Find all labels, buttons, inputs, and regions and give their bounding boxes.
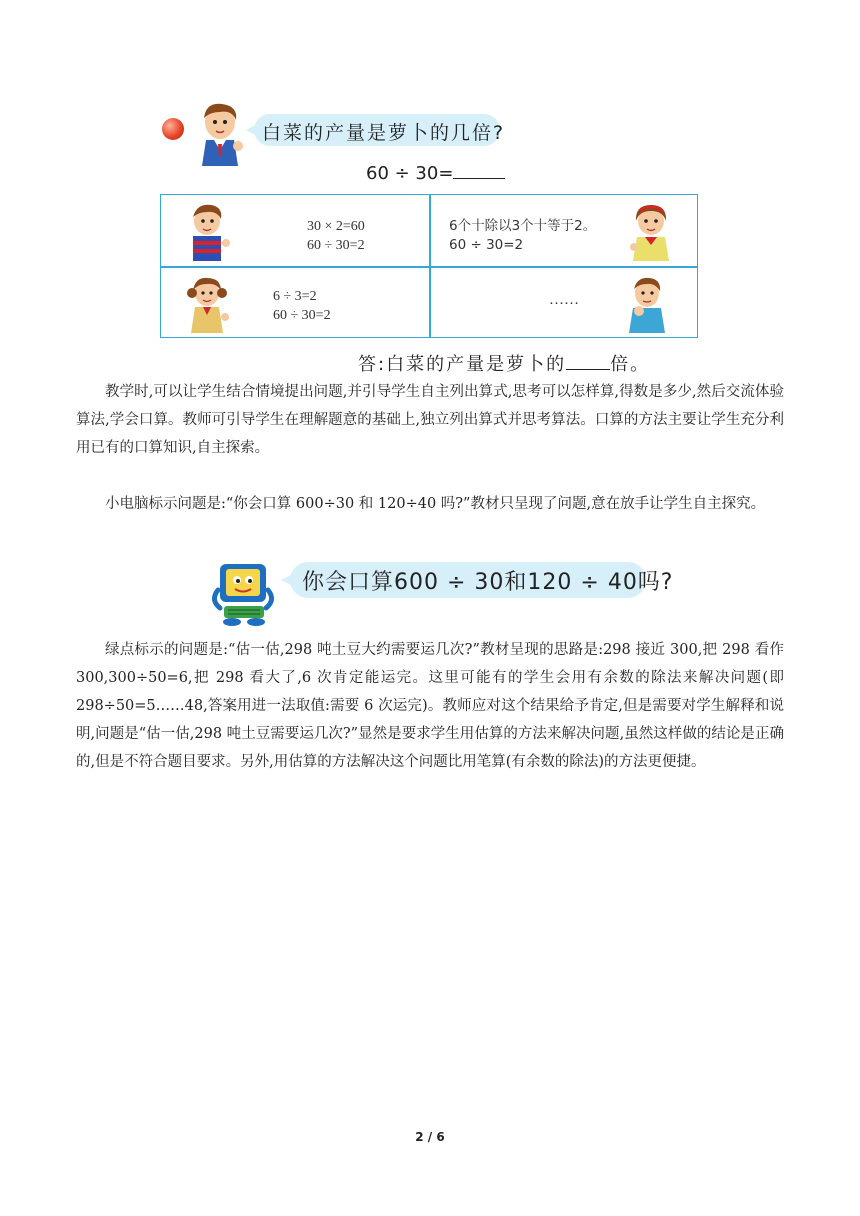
cell-bottom-right-ellipsis: ……: [549, 292, 579, 308]
answer-blank: [566, 353, 610, 370]
figure-cabbage-radish: [150, 96, 710, 375]
computer-question-bubble: [290, 562, 674, 598]
formula-blank: [453, 162, 505, 179]
computer-mascot-icon: [210, 560, 282, 626]
girl-pigtails-icon: [187, 275, 231, 333]
paragraph-green-dot-question: 绿点标示的问题是:“估一估,298 吨土豆大约需要运几次?”教材呈现的思路是:298 接近 300,把 298 看作 300,300÷50=6,把 298 看大了,6 次肯定能运完。这里可能有的学生会用有余数的除法来解决问题(即 298÷50=5……48,答案用进一法取值:需要 6 次运完)。教师应对这个结果给予肯定,但是需要对学生解释和说明,问题是“估一估,298 吨土豆需要运几次?”显然是要求学生用估算的方法来解决问题,虽然这样做的结论是正确的,但是不符合题目要求。另外,用估算的方法解决这个问题比用笔算(有余数的除法)的方法更便捷。: [76, 642, 784, 770]
cell-top-right-text: [449, 217, 596, 255]
method-grid: [160, 194, 698, 338]
equation-line: 60 ÷ 30=2: [307, 238, 365, 253]
cell-bottom-left-text: [273, 287, 331, 325]
paragraph-computer-question: 小电脑标示问题是:“你会口算 600÷30 和 120÷40 吗?”教材只呈现了问题,意在放手让学生自主探究。: [105, 496, 766, 512]
equation-line: 6个十除以3个十等于2。: [449, 218, 597, 234]
equation-line: 60 ÷ 30=2: [449, 237, 524, 253]
formula-text: 60 ÷ 30=: [366, 163, 454, 184]
question-text: 白菜的产量是萝卜的几倍?: [262, 122, 506, 144]
equation-line: 6 ÷ 3=2: [273, 289, 317, 304]
red-dot-marker-icon: [162, 118, 184, 140]
formula: [366, 162, 505, 184]
boy-thinking-icon: [194, 100, 246, 166]
boy-thinking-chin-icon: [625, 275, 669, 333]
answer-prefix: 答:白菜的产量是萝卜的: [358, 354, 567, 375]
answer-line: [358, 350, 650, 376]
figure-computer-question: [210, 560, 674, 628]
equation-line: 30 × 2=60: [307, 219, 365, 234]
computer-question-text: 你会口算600 ÷ 30和120 ÷ 40吗?: [302, 570, 674, 595]
girl-headband-icon: [629, 203, 673, 261]
paragraph-teaching: 教学时,可以让学生结合情境提出问题,并引导学生自主列出算式,思考可以怎样算,得数是多少,然后交流体验算法,学会口算。教师可引导学生在理解题意的基础上,独立列出算式并思考算法。口算的方法主要让学生充分利用已有的口算知识,自主探索。: [76, 384, 784, 456]
cell-top-left-text: [307, 217, 365, 255]
boy-striped-shirt-icon: [187, 203, 231, 261]
page-number: 2 / 6: [415, 1130, 445, 1144]
grid-divider-horizontal: [161, 266, 697, 268]
question-bubble: [254, 114, 506, 146]
answer-suffix: 倍。: [610, 354, 651, 375]
equation-line: 60 ÷ 30=2: [273, 308, 331, 323]
